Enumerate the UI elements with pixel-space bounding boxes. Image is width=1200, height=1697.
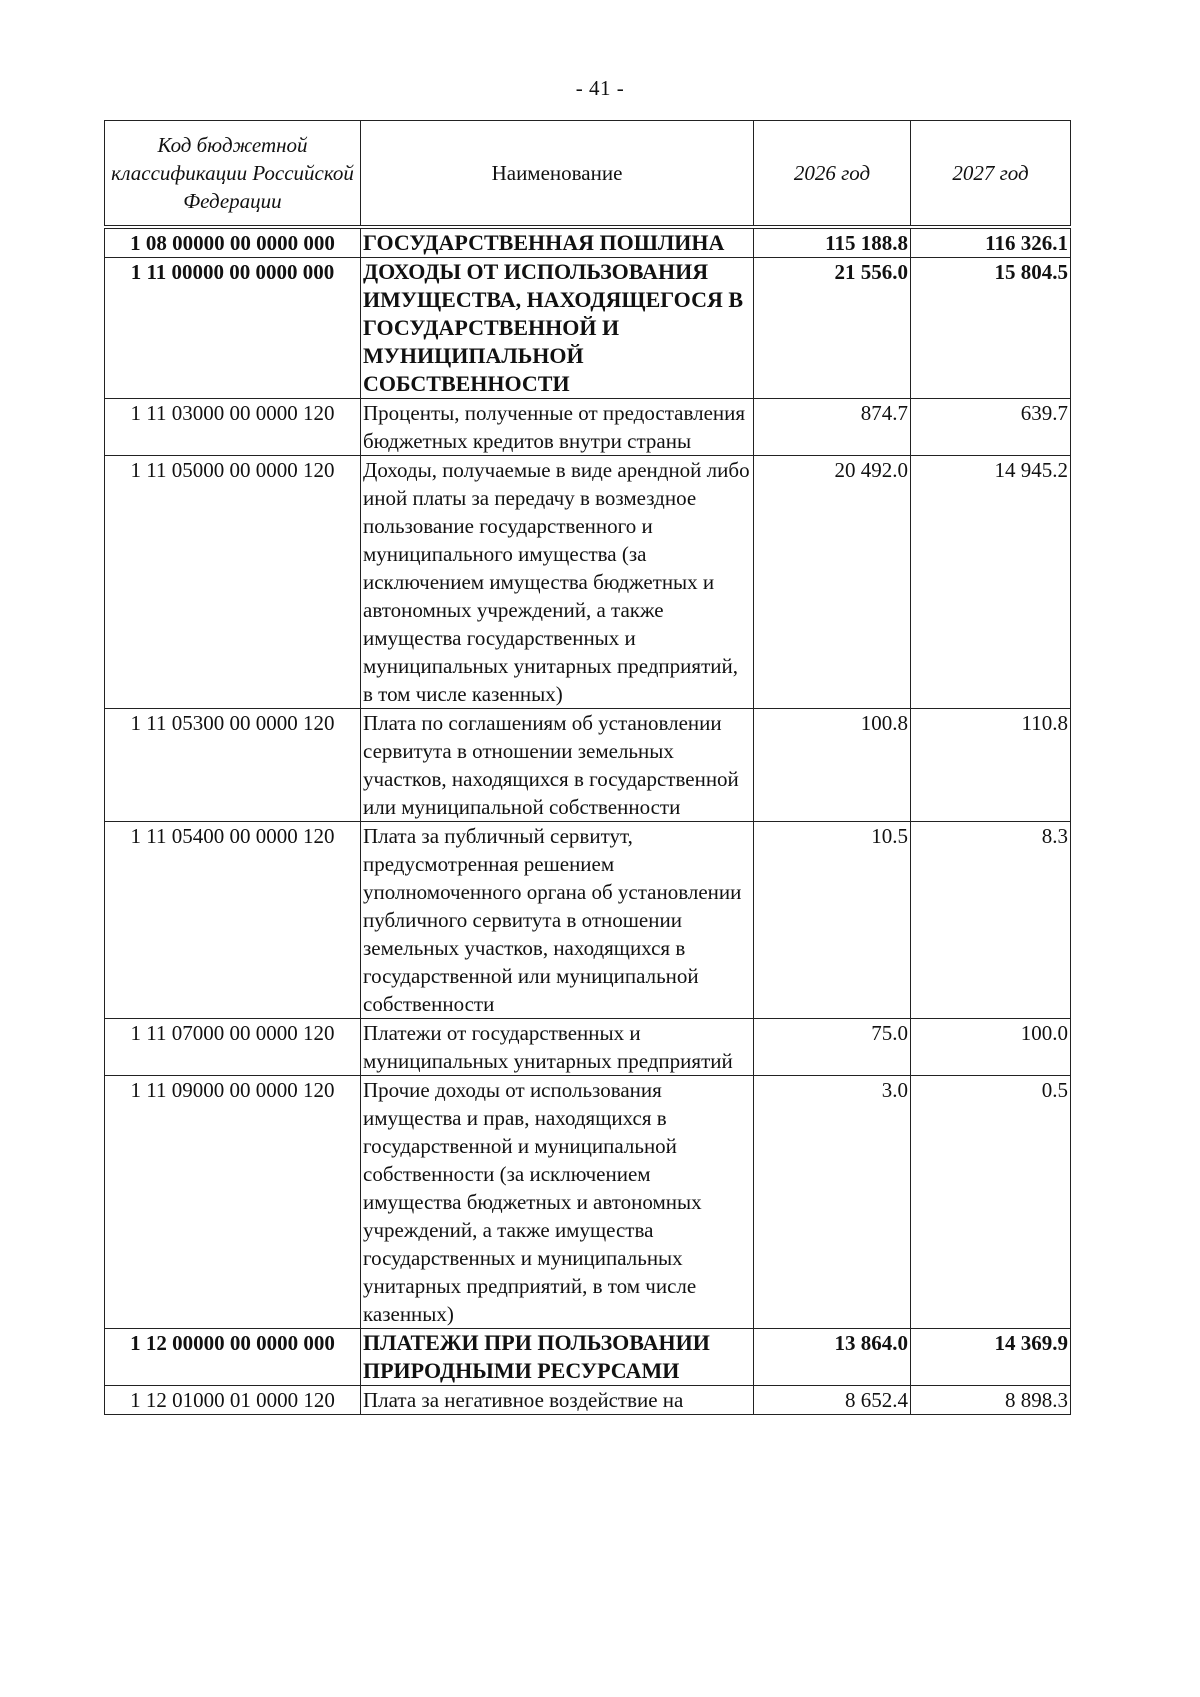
row-value-2027: 14 369.9: [911, 1329, 1071, 1386]
row-value-2026: 3.0: [754, 1076, 911, 1329]
table-header-row: [105, 121, 1071, 228]
row-value-2026: 13 864.0: [754, 1329, 911, 1386]
row-code: 1 11 05400 00 0000 120: [105, 822, 361, 1019]
table-row: [105, 456, 1071, 709]
row-code: 1 11 07000 00 0000 120: [105, 1019, 361, 1076]
row-name: ГОСУДАРСТВЕННАЯ ПОШЛИНА: [361, 227, 754, 258]
row-value-2027: 8 898.3: [911, 1386, 1071, 1415]
row-value-2027: 8.3: [911, 822, 1071, 1019]
budget-table: [104, 120, 1071, 1415]
row-value-2026: 75.0: [754, 1019, 911, 1076]
row-value-2026: 20 492.0: [754, 456, 911, 709]
header-2027: 2027 год: [911, 121, 1071, 228]
row-value-2026: 100.8: [754, 709, 911, 822]
row-name: ДОХОДЫ ОТ ИСПОЛЬЗОВАНИЯ ИМУЩЕСТВА, НАХОДЯЩЕГОСЯ В ГОСУДАРСТВЕННОЙ И МУНИЦИПАЛЬНОЙ СОБСТВЕННОСТИ: [361, 258, 754, 399]
table-row: [105, 1329, 1071, 1386]
row-code: 1 12 00000 00 0000 000: [105, 1329, 361, 1386]
row-value-2027: 15 804.5: [911, 258, 1071, 399]
row-value-2026: 8 652.4: [754, 1386, 911, 1415]
row-value-2027: 14 945.2: [911, 456, 1071, 709]
row-value-2027: 100.0: [911, 1019, 1071, 1076]
header-name: Наименование: [361, 121, 754, 228]
row-name: Доходы, получаемые в виде арендной либо иной платы за передачу в возмездное пользование государственного и муниципального имущества (за исключением имущества бюджетных и автономных учреждений, а также имущества государственных и муниципальных унитарных предприятий, в том числе казенных): [361, 456, 754, 709]
row-name: Плата за публичный сервитут, предусмотренная решением уполномоченного органа об установлении публичного сервитута в отношении земельных участков, находящихся в государственной или муниципальной собственности: [361, 822, 754, 1019]
row-code: 1 11 05000 00 0000 120: [105, 456, 361, 709]
table-row: [105, 1076, 1071, 1329]
header-code: Код бюджетной классификации Российской Федерации: [105, 121, 361, 228]
row-name: Плата по соглашениям об установлении сервитута в отношении земельных участков, находящихся в государственной или муниципальной собственности: [361, 709, 754, 822]
row-value-2026: 10.5: [754, 822, 911, 1019]
table-row: [105, 227, 1071, 258]
budget-table-container: [104, 120, 1071, 1415]
row-name: ПЛАТЕЖИ ПРИ ПОЛЬЗОВАНИИ ПРИРОДНЫМИ РЕСУРСАМИ: [361, 1329, 754, 1386]
table-row: [105, 1019, 1071, 1076]
table-row: [105, 822, 1071, 1019]
page-number: - 41 -: [575, 76, 625, 100]
row-code: 1 11 03000 00 0000 120: [105, 399, 361, 456]
row-name: Проценты, полученные от предоставления бюджетных кредитов внутри страны: [361, 399, 754, 456]
header-2026: 2026 год: [754, 121, 911, 228]
row-value-2027: 116 326.1: [911, 227, 1071, 258]
row-value-2026: 21 556.0: [754, 258, 911, 399]
row-value-2026: 115 188.8: [754, 227, 911, 258]
table-row: [105, 709, 1071, 822]
row-code: 1 12 01000 01 0000 120: [105, 1386, 361, 1415]
row-name: Прочие доходы от использования имущества и прав, находящихся в государственной и муниципальной собственности (за исключением имущества бюджетных и автономных учреждений, а также имущества государственных и муниципальных унитарных предприятий, в том числе казенных): [361, 1076, 754, 1329]
row-code: 1 11 09000 00 0000 120: [105, 1076, 361, 1329]
table-row: [105, 1386, 1071, 1415]
row-value-2026: 874.7: [754, 399, 911, 456]
table-body: [105, 227, 1071, 1415]
row-value-2027: 639.7: [911, 399, 1071, 456]
table-row: [105, 399, 1071, 456]
row-value-2027: 0.5: [911, 1076, 1071, 1329]
row-value-2027: 110.8: [911, 709, 1071, 822]
row-name: Плата за негативное воздействие на: [361, 1386, 754, 1415]
row-code: 1 11 05300 00 0000 120: [105, 709, 361, 822]
row-code: 1 08 00000 00 0000 000: [105, 227, 361, 258]
table-row: [105, 258, 1071, 399]
row-code: 1 11 00000 00 0000 000: [105, 258, 361, 399]
row-name: Платежи от государственных и муниципальных унитарных предприятий: [361, 1019, 754, 1076]
